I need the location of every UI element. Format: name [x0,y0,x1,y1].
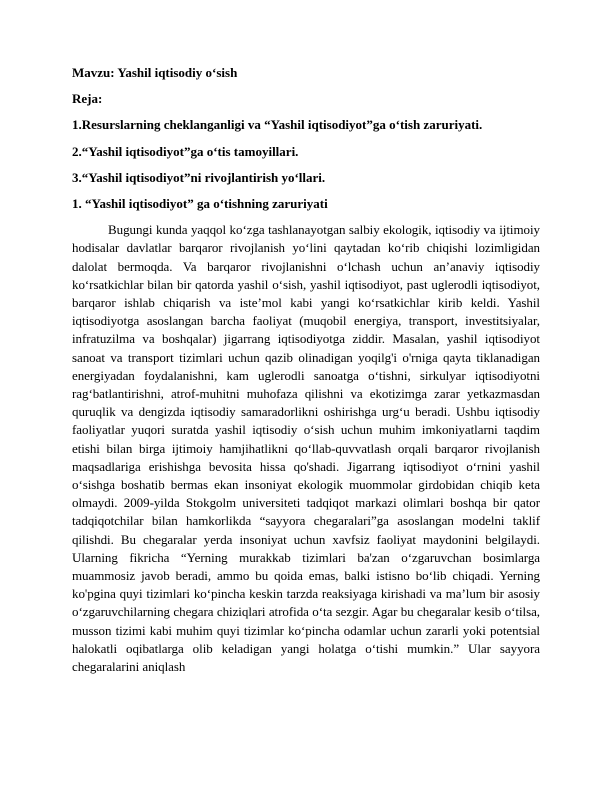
body-paragraph: Bugungi kunda yaqqol ko‘zga tashlanayotgan salbiy ekologik, iqtisodiy va ijtimoiy hodisalar davlatlar barqaror rivojlanish yo‘lini qaytadan ko‘rib chiqishi lozimligidan dalolat bermoqda. Va barqaror rivojlanishni o‘lchash uchun an’anaviy iqtisodiy ko‘rsatkichlar bilan bir qatorda yashil o‘sish, yashil iqtisodiyot, past uglerodli iqtisodiyot, barqaror ishlab chiqarish va iste’mol kabi yangi ko‘rsatkichlar kirib keldi. Yashil iqtisodiyotga asoslangan barcha faoliyat (muqobil energiya, transport, investitsiyalar, infratuzilma va boshqalar) jigarrang iqtisodiyotga ziddir. Masalan, yashil iqtisodiyot sanoat va transport tizimlari uchun qazib olinadigan yoqilg'i o'rniga qayta tiklanadigan energiyadan foydalanishni, kam uglerodli sanoatga o‘tishni, sirkulyar iqtisodiyotni rag‘batlantirishni, atrof-muhitni muhofaza qilishni va ekotizimga zarar yetkazmasdan quruqlik va dengizda iqtisodiy samaradorlikni oshirishga urg‘u beradi. Ushbu iqtisodiy faoliyatlar yuqori suratda yashil iqtisodiy o‘sish uchun muhim imkoniyatlarni taqdim etishi bilan birga ijtimoiy hamjihatlikni qo‘llab-quvvatlash orqali barqaror rivojlanish maqsadlariga erishishga bevosita hissa qo'shadi. Jigarrang iqtisodiyot o‘rnini yashil o‘sishga boshatib bermas ekan insoniyat ekologik muommolar girdobidan chiqib keta olmaydi. 2009-yilda Stokgolm universiteti tadqiqot markazi olimlari boshqa bir qator tadqiqotchilar bilan hamkorlikda “sayyora chegaralari”ga asoslangan modelni taklif qilishdi. Bu chegaralar yerda insoniyat uchun xavfsiz faoliyat maydonini belgilaydi. Ularning fikricha “Yerning murakkab tizimlari ba'zan o‘zgaruvchan bosimlarga muammosiz javob beradi, ammo bu qoida emas, balki istisno bo‘lib chiqadi. Yerning ko'pgina quyi tizimlari ko‘pincha keskin tarzda reaksiyaga kirishadi va ma’lum bir asosiy o‘zgaruvchilarning chegara chiziqlari atrofida o‘ta sezgir. Agar bu chegaralar kesib o‘tilsa, musson tizimi kabi muhim quyi tizimlar ko‘pincha odamlar uchun zararli yoki potentsial halokatli oqibatlarga olib keladigan yangi holatga o‘tishi mumkin.” Ular sayyora chegaralarini aniqlash [72,222,540,674]
plan-label: Reja: [72,91,103,107]
topic-heading: Mavzu: Yashil iqtisodiy o‘sish [72,65,238,80]
plan-item-2: 2.“Yashil iqtisodiyot”ga o‘tis tamoyillari. [72,143,299,159]
plan-item-1: 1.Resurslarning cheklanganligi va “Yashil iqtisodiyot”ga o‘tish zaruriyati. [72,117,483,133]
document-page [72,64,540,676]
section-title: 1. “Yashil iqtisodiyot” ga o‘tishning zaruriyati [72,195,328,211]
plan-item-3: 3.“Yashil iqtisodiyot”ni rivojlantirish yo‘llari. [72,169,326,185]
